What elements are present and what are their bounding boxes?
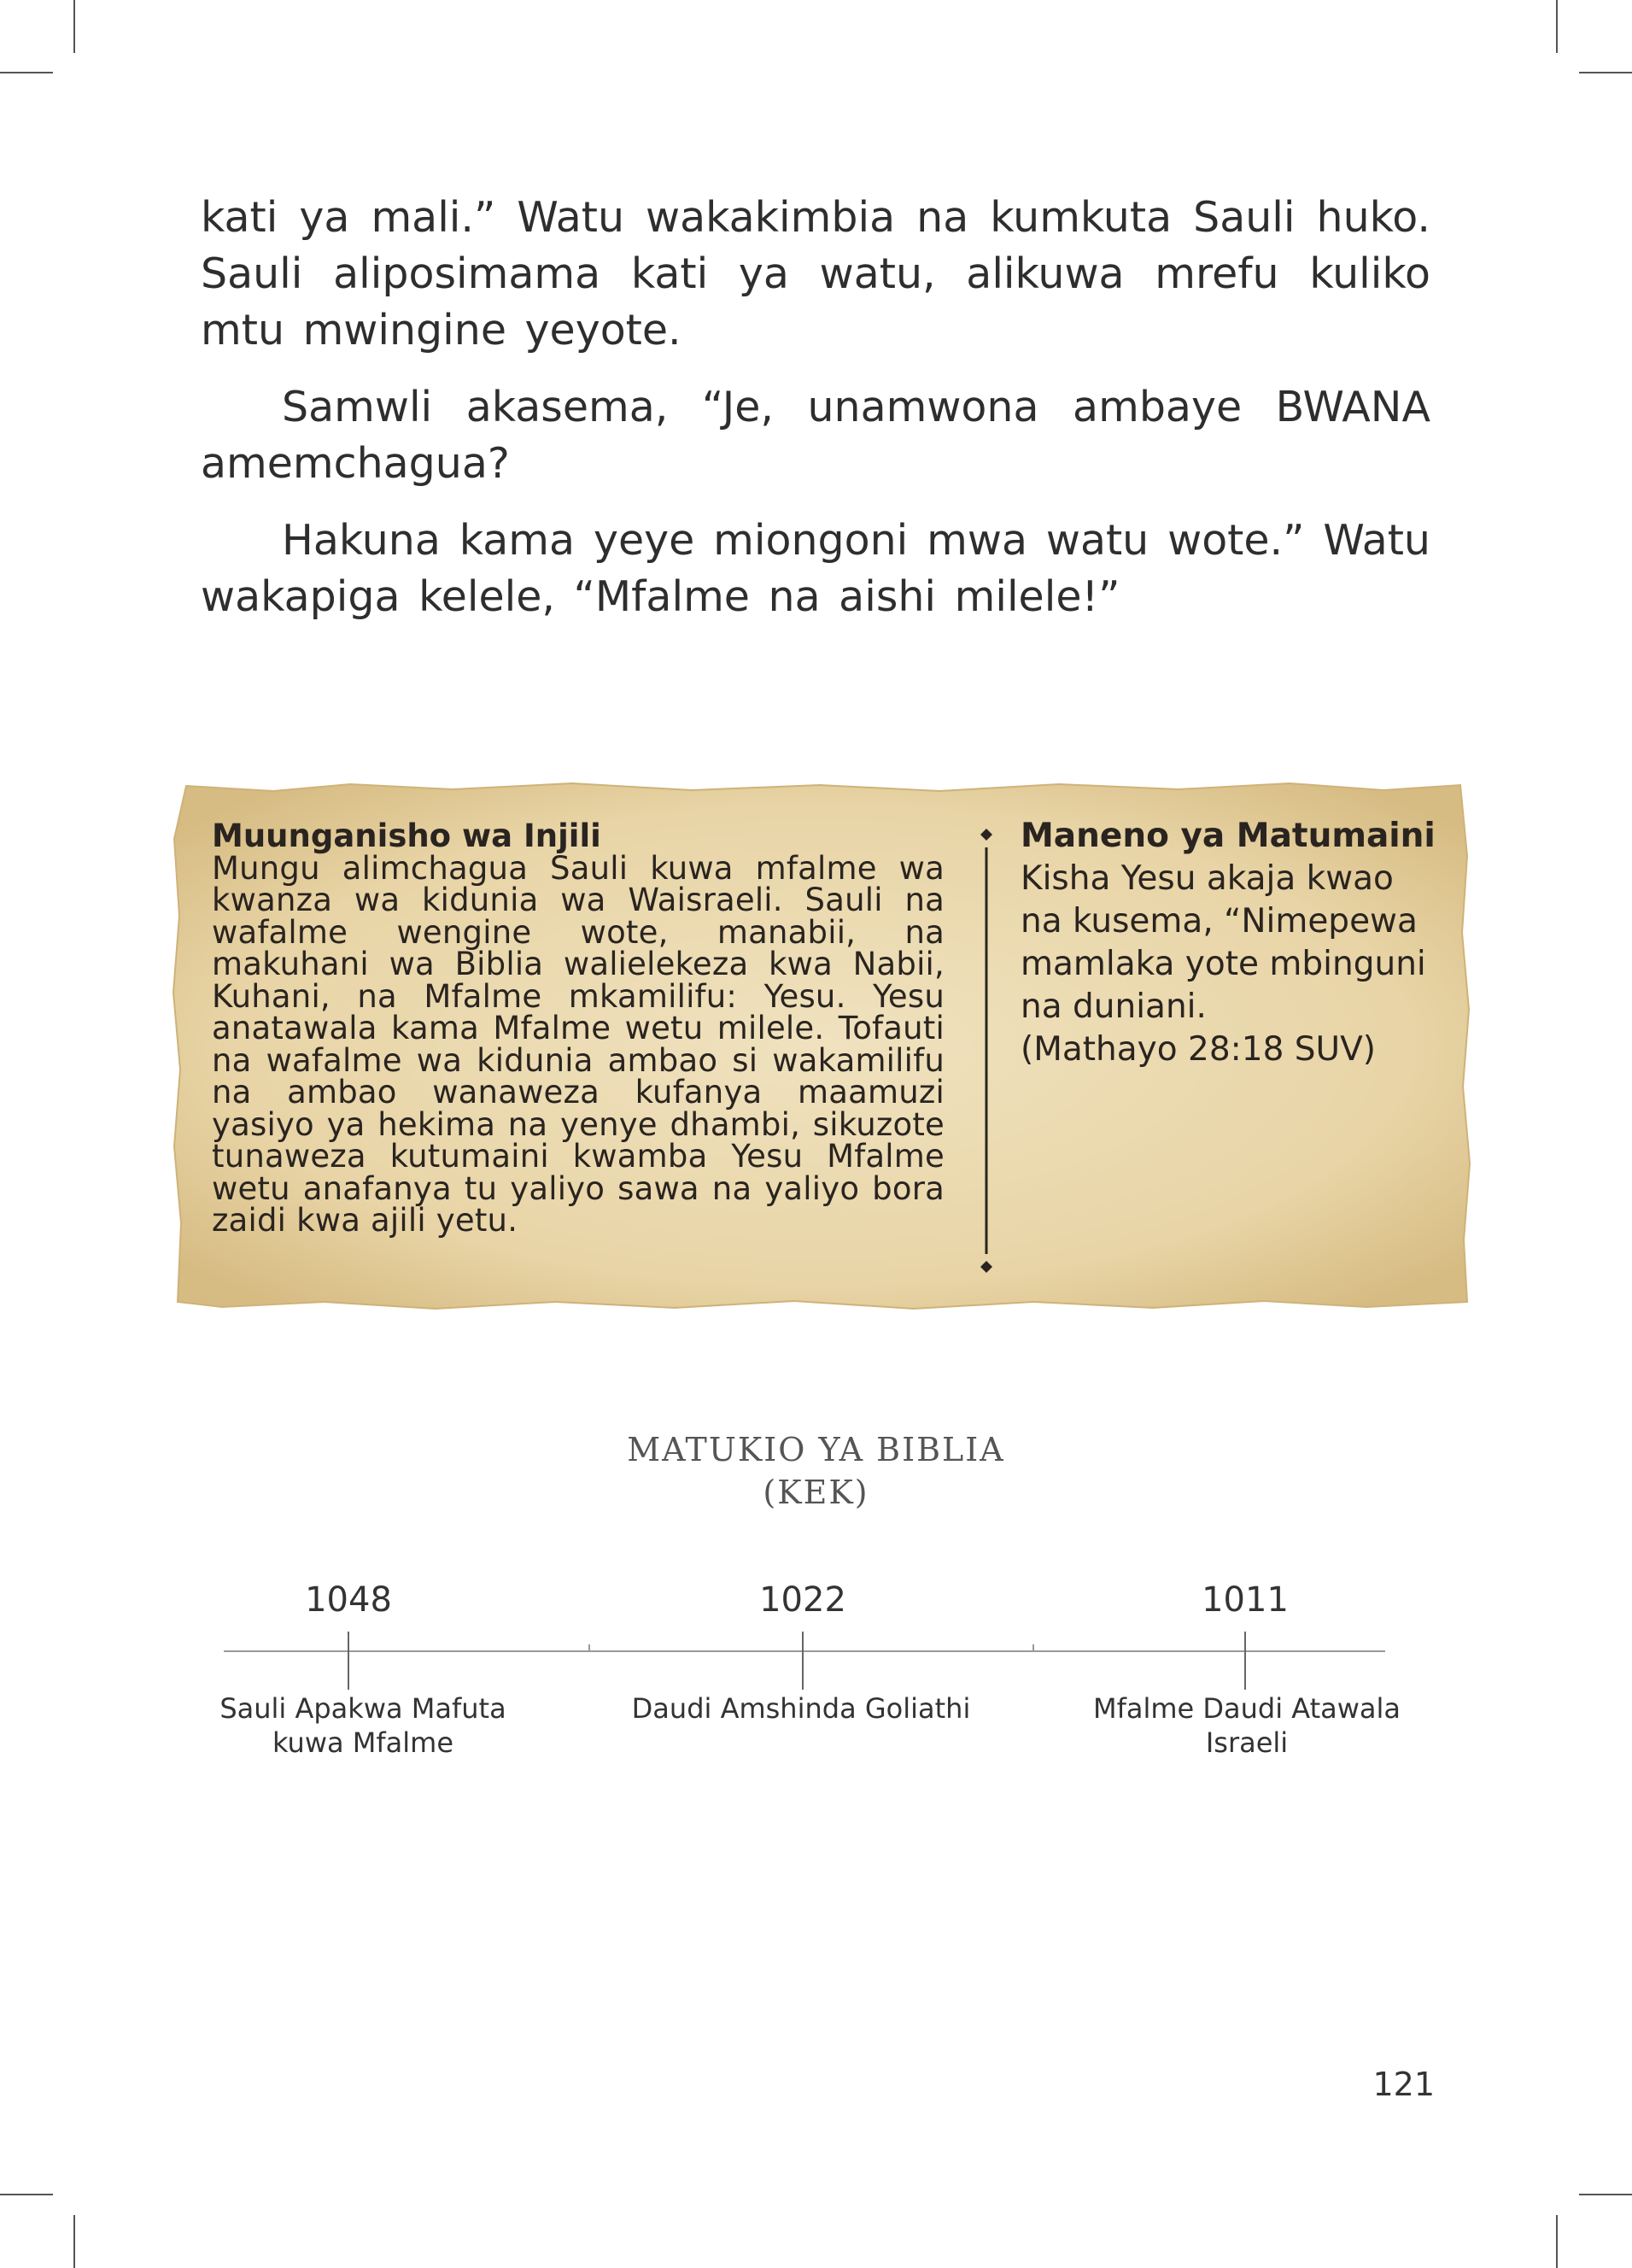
timeline-event xyxy=(622,1691,980,1726)
story-paragraph: Hakuna kama yeye miongoni mwa watu wote.” Watu wakapiga kelele, “Mfalme na aishi milele!” xyxy=(201,516,1430,621)
column-divider xyxy=(980,829,992,1273)
timeline-event-label: Sauli Apakwa Mafuta xyxy=(219,1692,506,1725)
timeline-subheading: (KEK) xyxy=(763,1474,869,1511)
timeline-heading: MATUKIO YA BIBLIA xyxy=(627,1431,1005,1468)
timeline-event-label: Israeli xyxy=(1205,1726,1289,1759)
timeline-title xyxy=(0,1428,1632,1514)
crop-mark xyxy=(1579,2194,1632,2195)
timeline-year: 1048 xyxy=(305,1580,392,1620)
timeline-event-label: kuwa Mfalme xyxy=(272,1726,453,1759)
words-of-hope-body: Kisha Yesu akaja kwao na kusema, “Nimepewa mamlaka yote mbinguni na duniani. xyxy=(1021,859,1426,1026)
crop-mark xyxy=(1579,72,1632,73)
crop-mark xyxy=(1556,2215,1558,2268)
story-paragraph: kati ya mali.” Watu wakakimbia na kumkuta Sauli huko. Sauli aliposimama kati ya watu, alikuwa mrefu kuliko mtu mwingine yeyote. xyxy=(201,193,1430,355)
crop-mark xyxy=(0,72,53,73)
words-of-hope-heading: Maneno ya Matumaini xyxy=(1021,817,1436,855)
crop-mark xyxy=(1556,0,1558,53)
timeline-event-label: Daudi Amshinda Goliathi xyxy=(631,1692,971,1725)
timeline-event-label: Mfalme Daudi Atawala xyxy=(1092,1692,1401,1725)
crop-mark xyxy=(0,2194,53,2195)
words-of-hope xyxy=(1021,815,1439,1071)
crop-mark xyxy=(73,2215,75,2268)
crop-mark xyxy=(73,0,75,53)
scripture-reference: (Mathayo 28:18 SUV) xyxy=(1021,1030,1376,1069)
story-text xyxy=(201,190,1430,646)
gospel-connection-heading: Muunganisho wa Injili xyxy=(212,818,601,854)
story-paragraph: Samwli akasema, “Je, unamwona ambaye BWANA amemchagua? xyxy=(201,383,1430,488)
timeline-event xyxy=(1068,1691,1426,1760)
gospel-connection xyxy=(212,820,945,1237)
timeline-year: 1022 xyxy=(759,1580,846,1620)
timeline-event xyxy=(184,1691,542,1760)
timeline-year: 1011 xyxy=(1202,1580,1289,1620)
timeline xyxy=(0,1580,1632,1794)
page-number: 121 xyxy=(1372,2066,1435,2103)
gospel-connection-body: Mungu alimchagua Sauli kuwa mfalme wa kwanza wa kidunia wa Waisraeli. Sauli na wafalme wengine wote, manabii, na makuhani wa Biblia walielekeza kwa Nabii, Kuhani, na Mfalme mkamilifu: Yesu. Yesu anatawala kama Mfalme wetu milele. Tofauti na wafalme wa kidunia ambao si wakamilifu na ambao wanaweza kufanya maamuzi yasiyo ya hekima na yenye dhambi, sikuzote tunaweza kutumaini kwamba Yesu Mfalme wetu anafanya tu yaliyo sawa na yaliyo bora zaidi kwa ajili yetu. xyxy=(212,849,945,1239)
parchment-callout xyxy=(171,779,1473,1313)
